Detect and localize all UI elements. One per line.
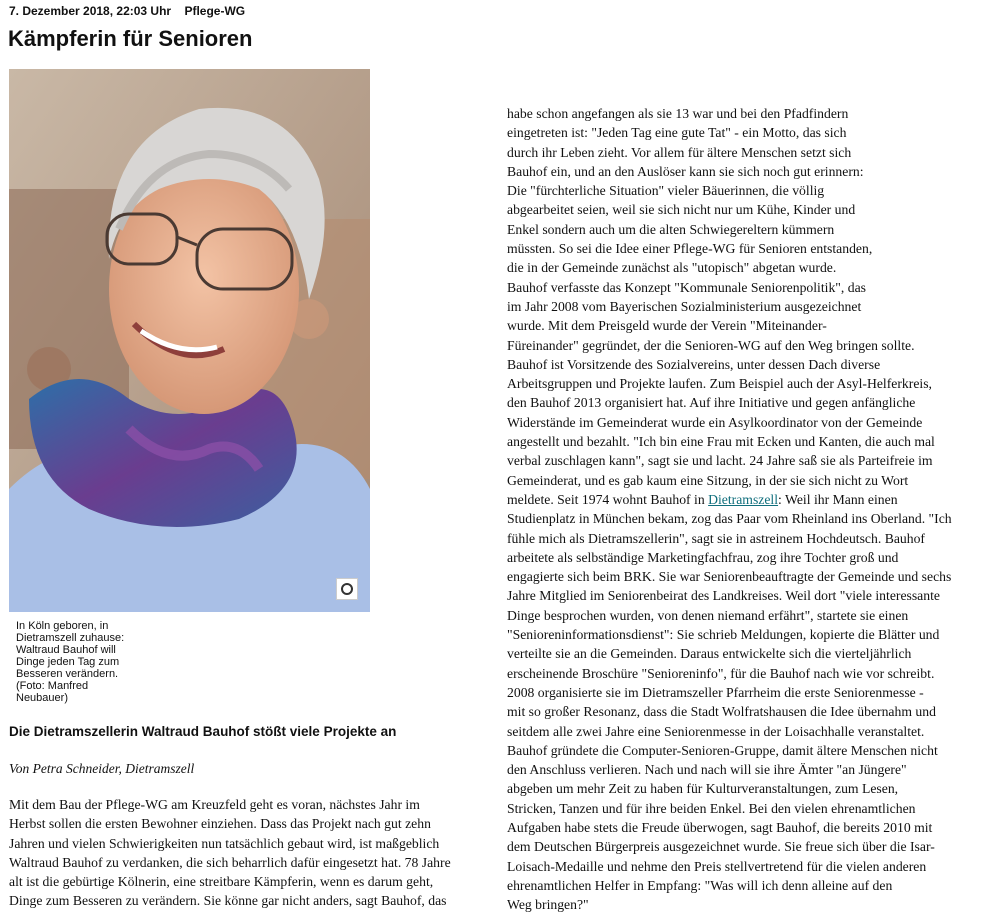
portrait-photo bbox=[9, 69, 370, 612]
body-line: arbeitete als selbständige Marketingfachfrau, zog ihre Tochter groß und bbox=[507, 549, 899, 565]
body-line: Widerstände im Gemeinderat wurde ein Asylkoordinator von der Gemeinde bbox=[507, 414, 923, 430]
body-line: durch ihr Leben zieht. Vor allem für ältere Menschen setzt sich bbox=[507, 144, 852, 160]
body-line-with-link bbox=[507, 490, 997, 509]
body-line: dem Deutschen Bürgerpreis ausgezeichnet wurde. Sie freue sich über die Isar- bbox=[507, 839, 935, 855]
article-subtitle: Die Dietramszellerin Waltraud Bauhof stößt viele Projekte an bbox=[9, 724, 397, 739]
body-line: Jahre Mitglied im Seniorenbeirat des Landkreises. Weil dort "viele interessante bbox=[507, 588, 940, 604]
camera-icon[interactable] bbox=[336, 578, 358, 600]
body-line: die in der Gemeinde zunächst als "utopisch" abgetan wurde. bbox=[507, 260, 837, 276]
link-line-before: meldete. Seit 1974 wohnt Bauhof in bbox=[507, 491, 709, 507]
body-line: im Jahr 2008 vom Bayerischen Sozialministerium ausgezeichnet bbox=[507, 298, 862, 314]
caption-line: (Foto: Manfred bbox=[16, 680, 89, 692]
article-headline: Kämpferin für Senioren bbox=[8, 26, 253, 51]
body-line: Arbeitsgruppen und Projekte laufen. Zum Beispiel auch der Asyl-Helferkreis, bbox=[507, 376, 932, 392]
author-byline: Von Petra Schneider, Dietramszell bbox=[9, 761, 195, 776]
portrait-illustration bbox=[9, 69, 370, 612]
caption-line: Waltraud Bauhof will bbox=[16, 644, 116, 656]
link-line-after: : Weil ihr Mann einen bbox=[778, 491, 898, 507]
body-line: alt ist die gebürtige Kölnerin, eine streitbare Kämpferin, wenn es darum geht, bbox=[9, 874, 434, 890]
body-line: eingetreten ist: "Jeden Tag eine gute Tat" - ein Motto, das sich bbox=[507, 125, 847, 141]
category-label[interactable]: Pflege-WG bbox=[184, 4, 246, 18]
body-line: abgeben um mehr Zeit zu haben für Kulturveranstaltungen, zum Lesen, bbox=[507, 781, 899, 797]
body-line: verbal zuschlagen kann", sagt sie und lacht. 24 Jahre saß sie als Parteifreie im bbox=[507, 453, 933, 469]
body-line: Mit dem Bau der Pflege-WG am Kreuzfeld geht es voran, nächstes Jahr im bbox=[9, 797, 420, 812]
body-line: seitdem alle zwei Jahre eine Seniorenmesse in der Loisachhalle veranstaltet. bbox=[507, 723, 925, 739]
body-line: angestellt und bezahlt. "Ich bin eine Frau mit Ecken und Kanten, die auch mal bbox=[507, 434, 935, 450]
article-meta bbox=[9, 4, 255, 18]
caption-line: Besseren verändern. bbox=[16, 668, 119, 680]
body-line: engagierte sich beim BRK. Sie war Seniorenbeauftragte der Gemeinde und sechs bbox=[507, 569, 952, 585]
caption-line: Neubauer) bbox=[16, 692, 68, 704]
body-line: Enkel sondern auch um die alten Schwiegereltern kümmern bbox=[507, 221, 835, 237]
body-line: Herbst sollen die ersten Bewohner einziehen. Dass das Projekt nach gut zehn bbox=[9, 816, 431, 832]
body-line: mit so großer Resonanz, dass die Stadt Wolfratshausen die Idee übernahm und bbox=[507, 704, 936, 720]
body-line: fühle mich als Dietramszellerin", sagt sie in astreinem Hochdeutsch. Bauhof bbox=[507, 530, 925, 546]
body-line: den Bauhof 2013 organisiert hat. Auf ihre Initiative und gegen anfängliche bbox=[507, 395, 916, 411]
body-column-right bbox=[507, 104, 997, 914]
body-line: Bauhof ein, und an den Auslöser kann sie sich noch gut erinnern: bbox=[507, 163, 864, 179]
publish-date: 7. Dezember 2018, 22:03 Uhr bbox=[9, 4, 172, 18]
body-line: müssten. So sei die Idee einer Pflege-WG für Senioren entstanden, bbox=[507, 241, 873, 257]
body-line: Bauhof gründete die Computer-Senioren-Gruppe, damit ältere Menschen nicht bbox=[507, 742, 938, 758]
caption-line: Dietramszell zuhause: bbox=[16, 632, 125, 644]
body-line: Bauhof verfasste das Konzept "Kommunale Seniorenpolitik", das bbox=[507, 279, 866, 295]
body-line: Stricken, Tanzen und für ihre beiden Enkel. Bei den vielen ehrenamtlichen bbox=[507, 800, 916, 816]
body-line: wurde. Mit dem Preisgeld wurde der Verein "Miteinander- bbox=[507, 318, 827, 334]
body-line: Füreinander" gegründet, der die Senioren-WG auf den Weg bringen sollte. bbox=[507, 337, 915, 353]
body-line: Die "fürchterliche Situation" vieler Bäuerinnen, die völlig bbox=[507, 183, 825, 199]
body-line: Dinge besprochen wurden, von denen niemand erfährt", startete sie einen bbox=[507, 607, 909, 623]
body-line: Weg bringen?" bbox=[507, 897, 589, 913]
photo-caption bbox=[16, 620, 126, 704]
body-line: den Anschluss verlieren. Nach und nach will sie ihre Ämter "an Jüngere" bbox=[507, 762, 907, 778]
body-line: Bauhof ist Vorsitzende des Sozialvereins, unter dessen Dach diverse bbox=[507, 356, 881, 372]
body-line: abgearbeitet seien, weil sie sich nicht nur um Kühe, Kinder und bbox=[507, 202, 856, 218]
caption-line: In Köln geboren, in bbox=[16, 620, 109, 632]
body-line: erscheinende Broschüre "Senioreninfo", für die Bauhof nach wie vor schreibt. bbox=[507, 665, 935, 681]
caption-line: Dinge jeden Tag zum bbox=[16, 656, 120, 668]
body-line: 2008 organisierte sie im Dietramszeller Pfarrheim die erste Seniorenmesse - bbox=[507, 684, 924, 700]
body-line: habe schon angefangen als sie 13 war und bei den Pfadfindern bbox=[507, 106, 849, 121]
body-line: Studienplatz in München bekam, zog das Paar vom Rheinland ins Oberland. "Ich bbox=[507, 511, 952, 527]
body-line: Aufgaben habe stets die Freude überwogen, sagt Bauhof, die bereits 2010 mit bbox=[507, 819, 933, 835]
body-line: Loisach-Medaille und nehme den Preis stellvertretend für die vielen anderen bbox=[507, 858, 927, 874]
body-line: Jahren und vielen Schwierigkeiten nun tatsächlich gebaut wird, ist maßgeblich bbox=[9, 835, 440, 851]
body-line: Gemeinderat, und es gab kaum eine Sitzung, in der sie sich nicht zu Wort bbox=[507, 472, 909, 488]
body-line: Dinge zum Besseren zu verändern. Sie könne gar nicht anders, sagt Bauhof, das bbox=[9, 893, 447, 909]
body-line: "Senioreninformationsdienst": Sie schrieb Meldungen, kopierte die Blätter und bbox=[507, 627, 940, 643]
body-line: verteilte sie an die Gemeinden. Daraus entwickelte sich die vierteljährlich bbox=[507, 646, 912, 662]
body-line: Waltraud Bauhof zu verdanken, die sich beharrlich dafür eingesetzt hat. 78 Jahre bbox=[9, 854, 451, 870]
body-line: ehrenamtlichen Helfer in Empfang: "Was will ich denn alleine auf den bbox=[507, 877, 893, 893]
dietramszell-link[interactable]: Dietramszell bbox=[708, 491, 779, 507]
body-column-left bbox=[9, 795, 501, 911]
